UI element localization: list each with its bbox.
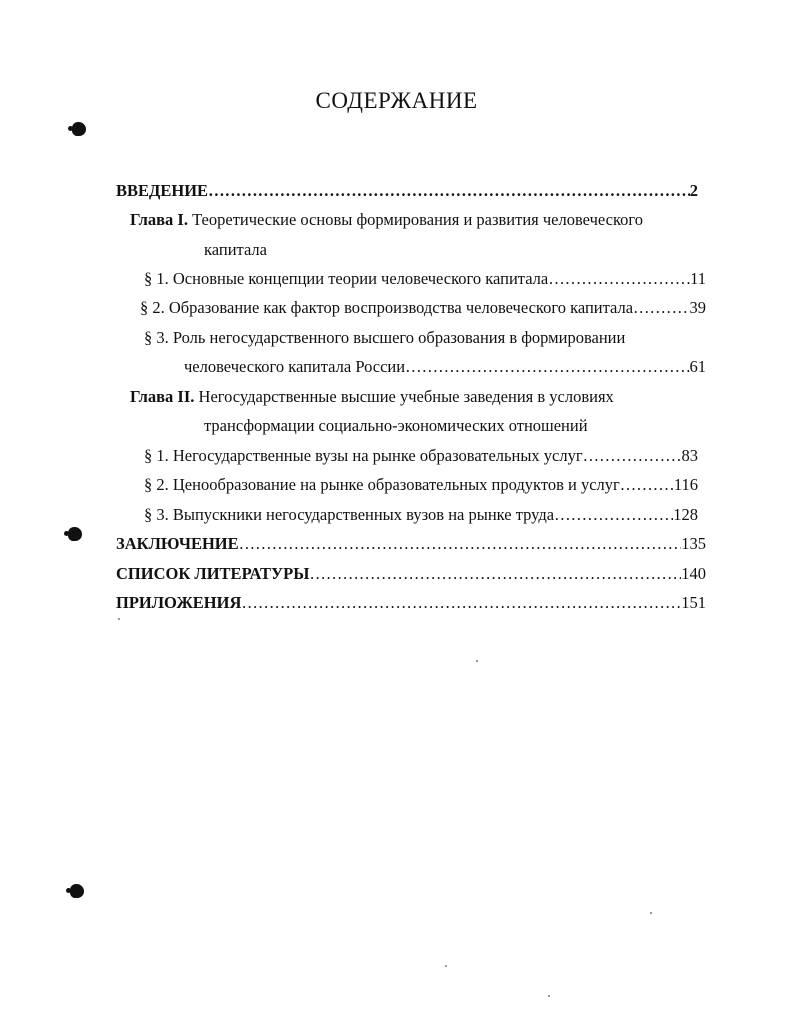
toc-page-number: 151 <box>681 593 706 612</box>
toc-entry-label: ЗАКЛЮЧЕНИЕ <box>116 534 239 553</box>
toc-page-number: 83 <box>681 446 698 465</box>
toc-entry-introduction[interactable] <box>116 180 698 202</box>
chapter-title: Негосударственные высшие учебные заведения в условиях <box>198 387 614 406</box>
leader-dots <box>633 297 689 319</box>
leader-dots <box>554 504 673 526</box>
toc-page-number: 135 <box>681 534 706 553</box>
leader-dots <box>208 180 690 202</box>
scan-speck <box>445 965 447 967</box>
scan-blot-icon <box>72 122 86 136</box>
leader-dots <box>241 592 681 614</box>
leader-dots <box>405 356 689 378</box>
scan-speck <box>650 912 652 914</box>
toc-page-number: 116 <box>673 475 698 494</box>
toc-page-number: 128 <box>673 505 698 524</box>
toc-entry-label: СПИСОК ЛИТЕРАТУРЫ <box>116 564 310 583</box>
leader-dots <box>620 474 674 496</box>
scan-speck <box>476 660 478 662</box>
toc-entry-ch1-section2[interactable] <box>140 297 706 319</box>
toc-entry-appendix[interactable] <box>116 592 706 614</box>
toc-entry-ch2-section1[interactable] <box>144 445 698 467</box>
scan-speck <box>548 995 550 997</box>
toc-entry-label: человеческого капитала России <box>184 357 406 376</box>
toc-entry-ch2-section3[interactable] <box>144 504 698 526</box>
chapter-title: Теоретические основы формирования и развития человеческого <box>192 210 643 229</box>
toc-chapter-2-heading[interactable] <box>130 386 614 408</box>
toc-chapter-1-heading[interactable] <box>130 209 643 231</box>
toc-entry-label: § 2. Ценообразование на рынке образовательных продуктов и услуг <box>144 475 620 494</box>
toc-entry-label: ПРИЛОЖЕНИЯ <box>116 593 242 612</box>
toc-entry-label: § 1. Основные концепции теории человеческого капитала <box>144 269 549 288</box>
toc-entry-references[interactable] <box>116 563 706 585</box>
toc-entry-ch1-section1[interactable] <box>144 268 706 290</box>
toc-entry-ch1-section3[interactable]: § 3. Роль негосударственного высшего образования в формировании <box>144 328 626 347</box>
toc-chapter-2-heading-cont: трансформации социально-экономических отношений <box>204 416 588 435</box>
toc-page-number: 61 <box>689 357 706 376</box>
toc-page-number: 39 <box>689 298 706 317</box>
leader-dots <box>548 268 690 290</box>
toc-page-number: 11 <box>690 269 706 288</box>
page-title: СОДЕРЖАНИЕ <box>315 88 478 113</box>
toc-entry-label: ВВЕДЕНИЕ <box>116 181 209 200</box>
leader-dots <box>309 563 681 585</box>
toc-entry-ch2-section2[interactable] <box>144 474 698 496</box>
toc-chapter-1-heading-cont: капитала <box>204 240 267 259</box>
toc-entry-label: § 3. Выпускники негосударственных вузов на рынке труда <box>144 505 555 524</box>
toc-page-number: 2 <box>689 181 698 200</box>
toc-entry-label: § 2. Образование как фактор воспроизводства человеческого капитала <box>140 298 634 317</box>
scan-speck <box>118 618 120 620</box>
scan-blot-icon <box>68 527 82 541</box>
toc-entry-label: § 1. Негосударственные вузы на рынке образовательных услуг <box>144 446 583 465</box>
leader-dots <box>239 533 682 555</box>
toc-entry-conclusion[interactable] <box>116 533 706 555</box>
chapter-prefix: Глава II. <box>130 387 195 406</box>
leader-dots <box>583 445 682 467</box>
chapter-prefix: Глава I. <box>130 210 188 229</box>
scan-blot-icon <box>70 884 84 898</box>
toc-page-number: 140 <box>681 564 706 583</box>
toc-entry-ch1-section3-cont[interactable] <box>184 356 706 378</box>
